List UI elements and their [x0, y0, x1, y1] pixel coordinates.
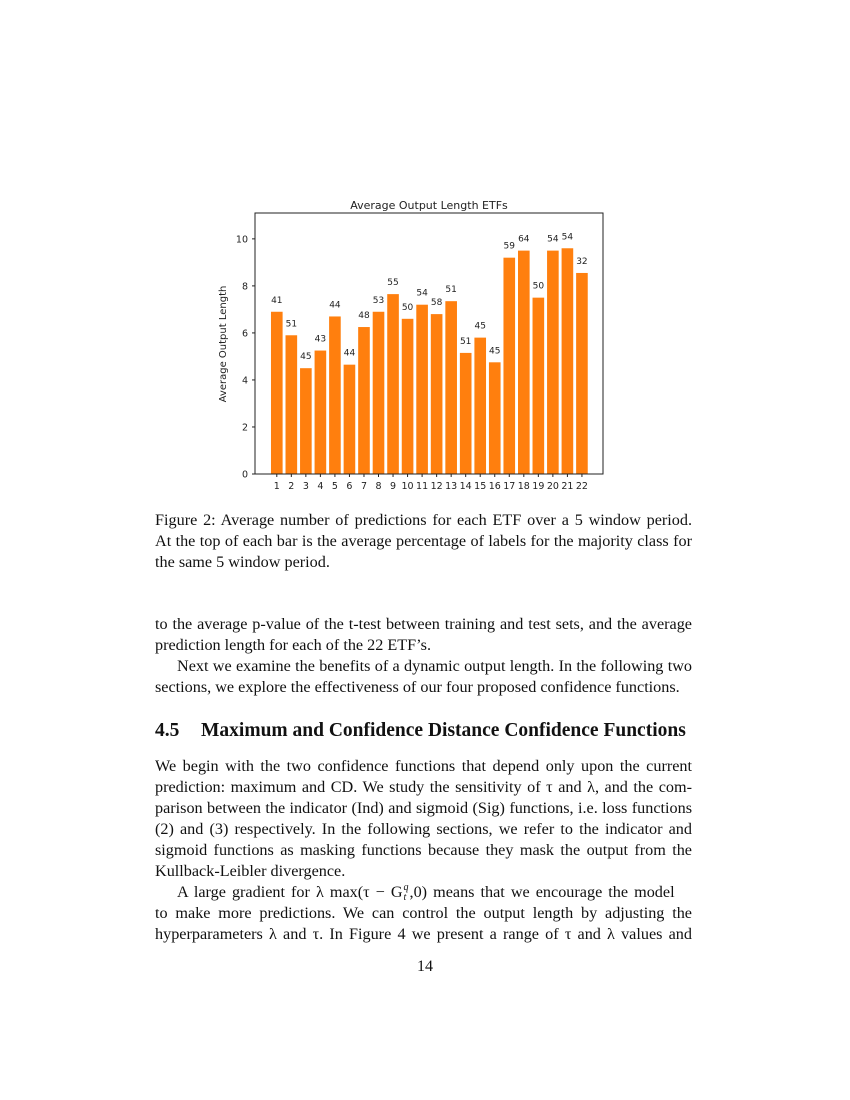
x-tick-label: 20 [546, 481, 559, 492]
x-tick-label: 17 [503, 481, 516, 492]
x-tick-label: 10 [401, 481, 414, 492]
bar-label: 41 [271, 295, 283, 306]
bar [373, 312, 385, 474]
math-subscript: t [403, 892, 407, 904]
y-tick-label: 6 [241, 328, 248, 340]
paragraph [155, 614, 692, 698]
bar [547, 251, 559, 474]
section-heading [155, 720, 692, 742]
bar-label: 44 [343, 348, 356, 359]
x-tick-label: 13 [445, 481, 458, 492]
bar [300, 368, 312, 474]
text-segment: A large gradient for λ max(τ − G [177, 883, 403, 901]
bar [445, 301, 457, 474]
bar-label: 53 [372, 295, 385, 306]
text-segment: ,0) means that we encourage the model [409, 883, 675, 901]
bar [387, 294, 399, 474]
x-tick-label: 3 [302, 481, 309, 492]
bar-label: 64 [518, 234, 530, 245]
text-line: (2) and (3) respectively. In the following sections, we refer to the indicator and [155, 820, 692, 838]
text-line: to the average p-value of the t-test between training and test sets, and the average [155, 615, 692, 633]
x-tick-label: 16 [488, 481, 501, 492]
text-line: parison between the indicator (Ind) and sigmoid (Sig) functions, i.e. loss functions [155, 799, 692, 817]
x-tick-label: 9 [390, 481, 397, 492]
x-tick-label: 18 [517, 481, 530, 492]
bar [358, 327, 370, 474]
x-tick-label: 6 [346, 481, 353, 492]
y-axis-label: Average Output Length [218, 285, 229, 403]
math-superscript: q [403, 882, 409, 894]
text-line: Kullback-Leibler divergence. [155, 862, 346, 880]
bar [518, 251, 530, 474]
bar-label: 44 [329, 300, 341, 311]
x-tick-label: 4 [317, 481, 324, 492]
bar-label: 48 [358, 311, 370, 322]
section-number: 4.5 [155, 720, 180, 741]
bar-label: 45 [474, 321, 486, 332]
bar [460, 353, 472, 474]
bar-label: 51 [285, 319, 298, 330]
text-line: Next we examine the benefits of a dynamic output length. In the following two [177, 657, 692, 675]
bar-label: 54 [561, 232, 574, 243]
math-supsub [404, 883, 409, 903]
x-tick-label: 19 [532, 481, 545, 492]
bar [576, 273, 588, 474]
chart-title: Average Output Length ETFs [350, 199, 508, 212]
bar-label: 51 [445, 285, 457, 296]
caption-line: At the top of each bar is the average percentage of labels for the majority class for [155, 532, 692, 550]
y-tick-label: 2 [241, 422, 248, 434]
x-tick-label: 8 [375, 481, 382, 492]
y-tick-label: 4 [241, 375, 248, 387]
bar [562, 248, 574, 474]
text-line: sigmoid functions as masking functions because they mask the output from the [155, 841, 692, 859]
y-tick-label: 0 [241, 469, 248, 481]
x-tick-label: 14 [459, 481, 472, 492]
paragraph [155, 756, 692, 945]
text-line: We begin with the two confidence functions that depend only upon the current [155, 757, 692, 775]
figure-caption [155, 510, 692, 573]
bar [329, 316, 341, 474]
bar-label: 45 [300, 352, 312, 363]
x-tick-label: 11 [416, 481, 429, 492]
bar-label: 51 [459, 336, 472, 347]
y-tick-label: 8 [241, 281, 248, 293]
text-line: to make more predictions. We can control the output length by adjusting the [155, 904, 692, 922]
bar [315, 351, 327, 474]
text-line-math [155, 882, 692, 903]
bar-label: 32 [576, 256, 588, 267]
x-tick-label: 7 [360, 481, 368, 492]
caption-line: the same 5 window period. [155, 553, 330, 571]
bar [402, 319, 414, 474]
x-tick-label: 1 [273, 481, 280, 492]
bar [286, 335, 298, 474]
x-tick-label: 15 [474, 481, 487, 492]
bar-label: 59 [503, 241, 516, 252]
bar-chart [0, 0, 850, 500]
bar [344, 365, 356, 474]
x-tick-label: 5 [331, 481, 338, 492]
bar-label: 45 [489, 346, 501, 357]
text-line: prediction length for each of the 22 ETF’s. [155, 636, 432, 654]
x-tick-label: 12 [430, 481, 443, 492]
bar-label: 43 [314, 334, 327, 345]
text-line: prediction: maximum and CD. We study the sensitivity of τ and λ, and the com- [155, 778, 692, 796]
bar [533, 298, 545, 474]
bar [416, 305, 428, 474]
bar-label: 58 [430, 298, 443, 309]
bar [271, 312, 283, 474]
x-tick-label: 21 [561, 481, 574, 492]
bar [474, 338, 486, 474]
bar [489, 362, 501, 474]
bar [431, 314, 443, 474]
bar-label: 54 [416, 288, 428, 299]
bar-label: 54 [547, 234, 559, 245]
caption-line: Figure 2: Average number of predictions for each ETF over a 5 window period. [155, 511, 692, 529]
text-line: sections, we explore the effectiveness of our four proposed confidence functions. [155, 678, 680, 696]
page-number: 14 [417, 958, 433, 975]
x-tick-label: 2 [288, 481, 295, 492]
bar-label: 50 [401, 302, 414, 313]
bar-label: 50 [532, 281, 545, 292]
x-tick-label: 22 [575, 481, 588, 492]
bar [503, 258, 515, 474]
bar-label: 55 [387, 278, 399, 289]
y-tick-label: 10 [235, 234, 248, 246]
section-title: Maximum and Confidence Distance Confidence Functions [201, 720, 686, 741]
text-line: hyperparameters λ and τ. In Figure 4 we present a range of τ and λ values and [155, 925, 692, 943]
